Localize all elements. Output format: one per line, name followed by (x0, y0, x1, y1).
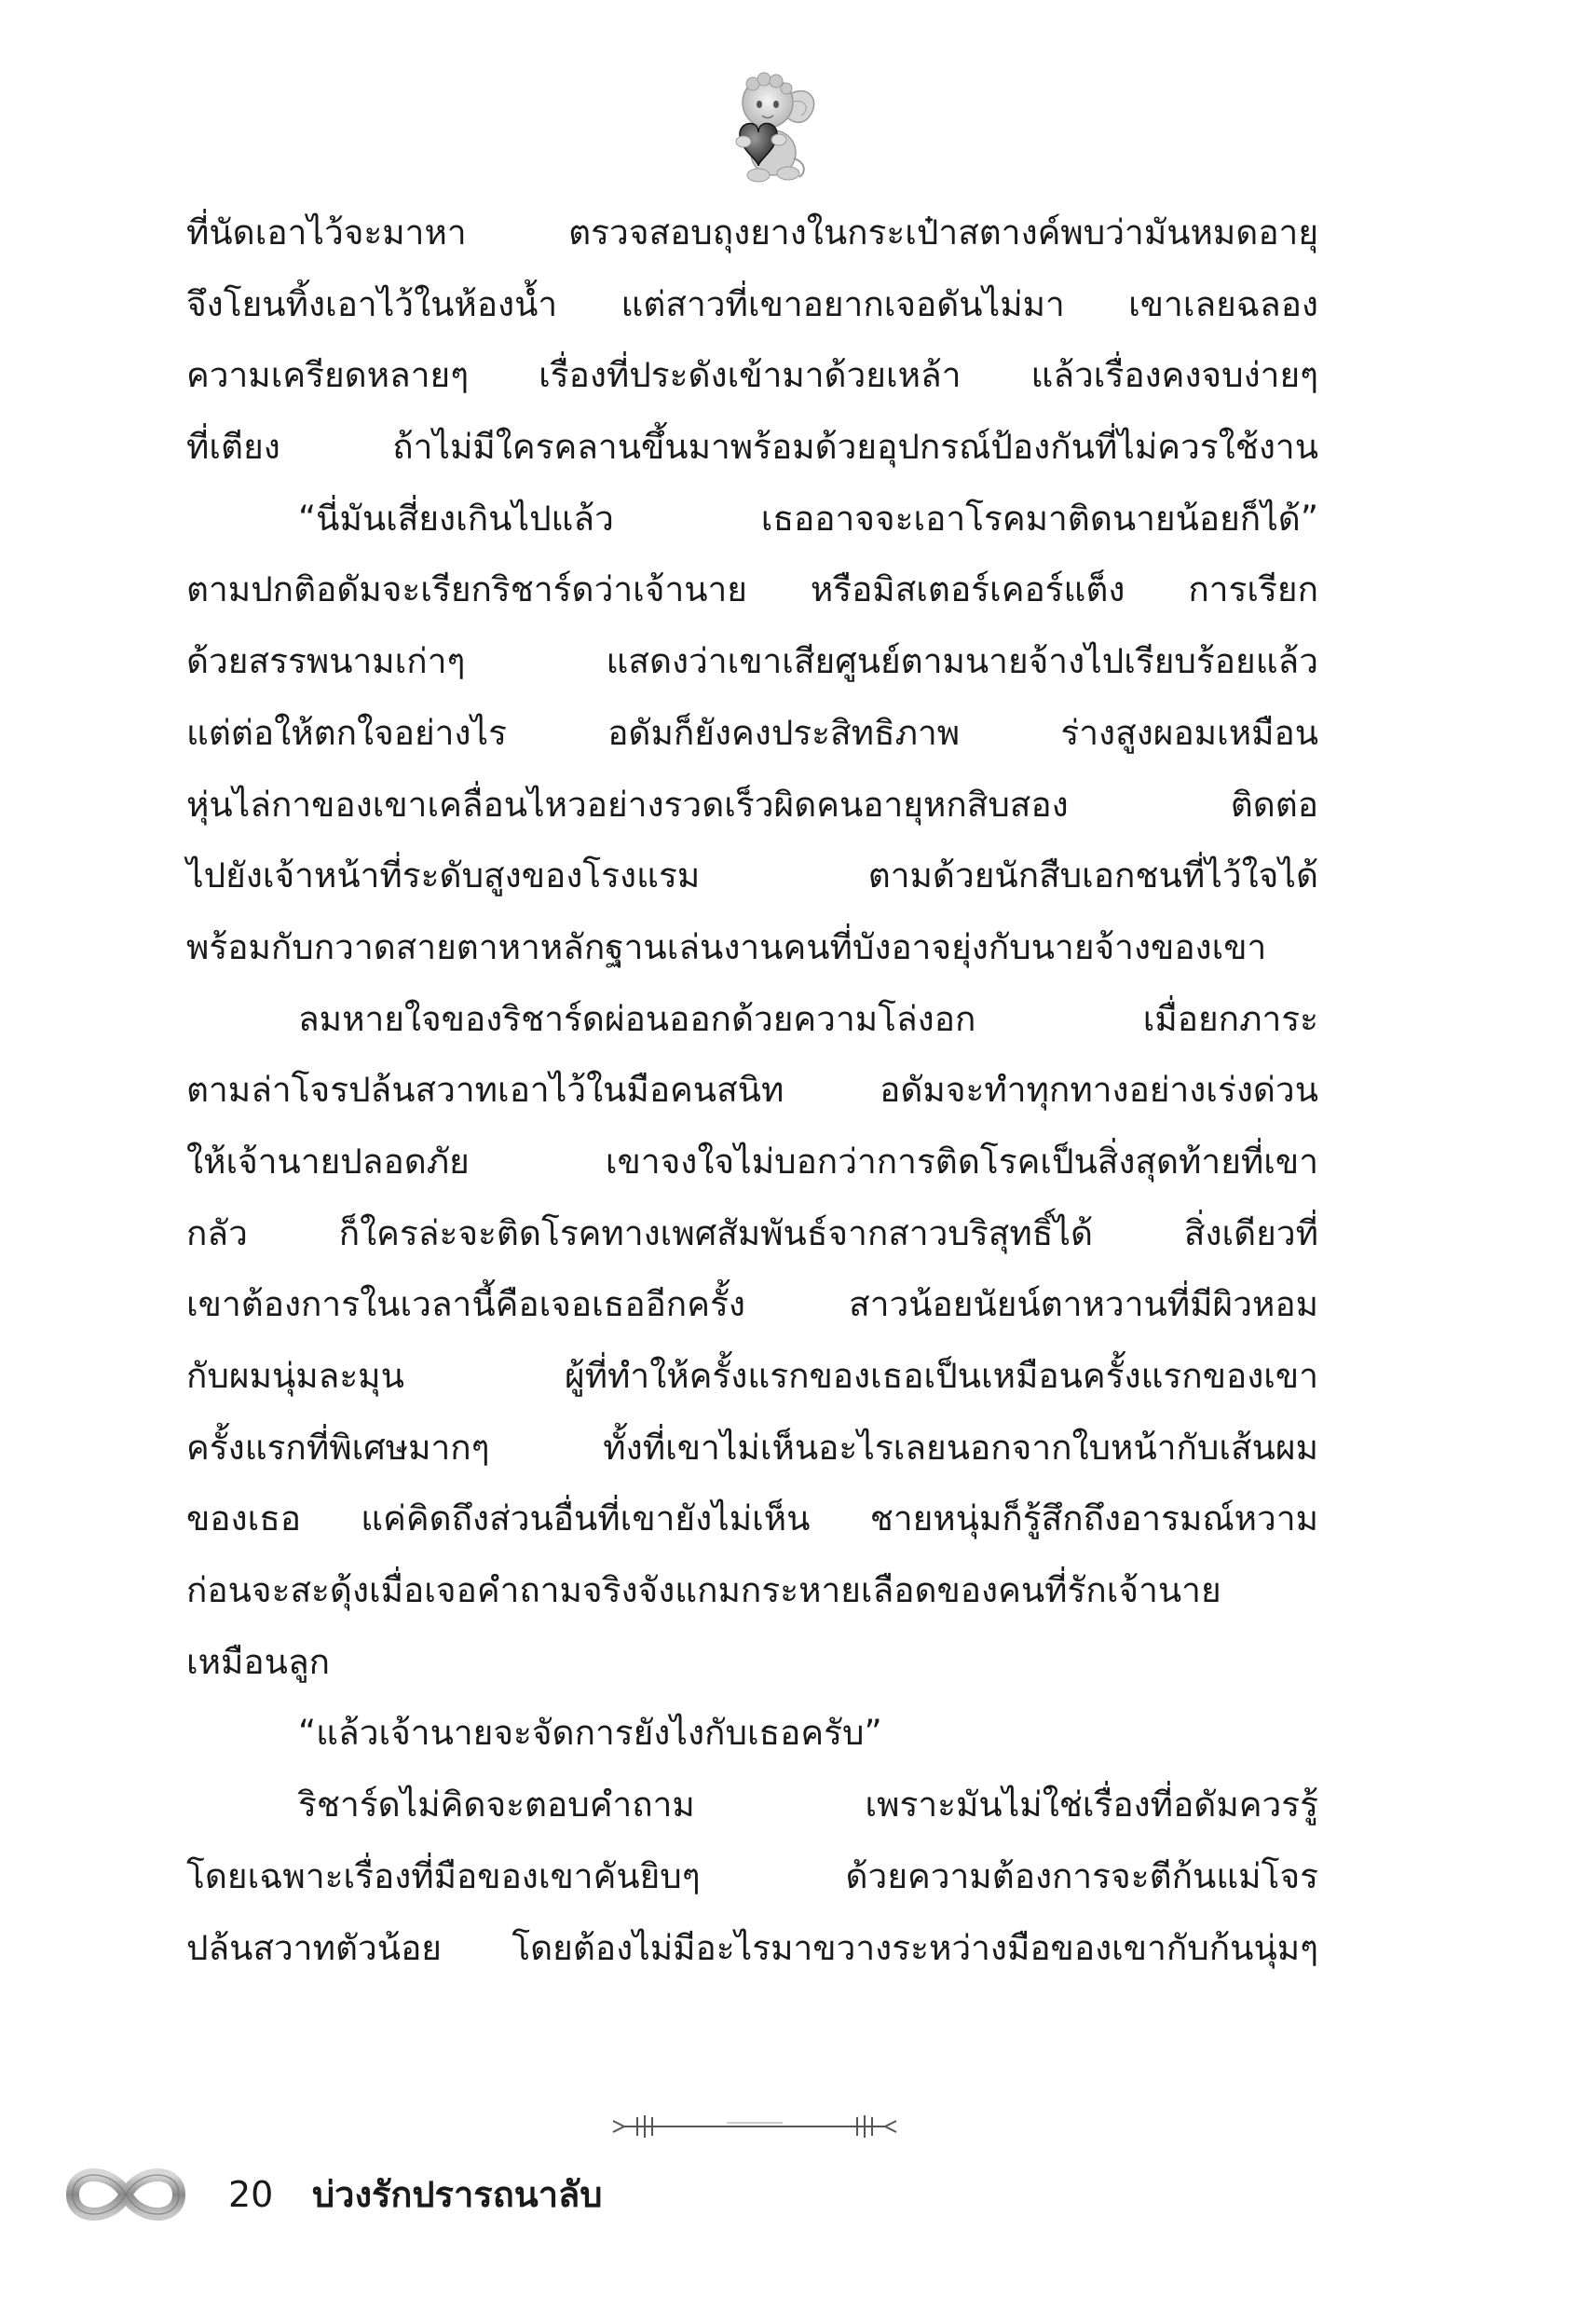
cupid-with-heart-icon (697, 62, 827, 192)
paragraph (186, 984, 1318, 1699)
text-line: ริชาร์ดไม่คิดจะตอบคำถาม เพราะมันไม่ใช่เรื่องที่อดัมควรรู้ (298, 1785, 1318, 1826)
paragraph (186, 484, 1318, 984)
text-line: พร้อมกับกวาดสายตาหาหลักฐานเล่นงานคนที่บังอาจยุ่งกับนายจ้างของเขา (186, 926, 1267, 967)
text-line: ก่อนจะสะดุ้งเมื่อเจอคำถามจริงจังแกมกระหายเลือดของคนที่รักเจ้านาย (186, 1570, 1221, 1611)
text-line: โดยเฉพาะเรื่องที่มือของเขาคันยิบๆ ด้วยความต้องการจะตีก้นแม่โจร (186, 1855, 1318, 1896)
divider-ornament-icon (606, 2108, 904, 2145)
text-line: กับผมนุ่มละมุน ผู้ที่ทำให้ครั้งแรกของเธอเป็นเหมือนครั้งแรกของเขา (186, 1356, 1318, 1396)
text-line: ตามปกติอดัมจะเรียกริชาร์ดว่าเจ้านาย หรือมิสเตอร์เคอร์แต็ง การเรียก (186, 569, 1318, 610)
text-line: เขาต้องการในเวลานี้คือเจอเธออีกครั้ง สาวน้อยนัยน์ตาหวานที่มีผิวหอม (186, 1284, 1318, 1325)
page-number: 20 (228, 2174, 274, 2215)
text-line: ที่เตียง ถ้าไม่มีใครคลานขึ้นมาพร้อมด้วยอุปกรณ์ป้องกันที่ไม่ควรใช้งาน (186, 427, 1318, 468)
text-line: ให้เจ้านายปลอดภัย เขาจงใจไม่บอกว่าการติดโรคเป็นสิ่งสุดท้ายที่เขา (186, 1141, 1318, 1182)
book-title: บ่วงรักปรารถนาลับ (312, 2174, 603, 2215)
text-line: หุ่นไล่กาของเขาเคลื่อนไหวอย่างรวดเร็วผิดคนอายุหกสิบสอง ติดต่อ (186, 784, 1318, 825)
text-line: ปล้นสวาทตัวน้อย โดยต้องไม่มีอะไรมาขวางระหว่างมือของเขากับก้นนุ่มๆ (186, 1927, 1318, 1968)
text-line: ด้วยสรรพนามเก่าๆ แสดงว่าเขาเสียศูนย์ตามนายจ้างไปเรียบร้อยแล้ว (186, 641, 1318, 682)
page-footer (56, 2148, 894, 2250)
paragraph (186, 1698, 1318, 1770)
text-line: ไปยังเจ้าหน้าที่ระดับสูงของโรงแรม ตามด้วยนักสืบเอกชนที่ไว้ใจได้ (186, 855, 1318, 896)
paragraph (186, 198, 1318, 484)
text-line: “นี่มันเสี่ยงเกินไปแล้ว เธออาจจะเอาโรคมาติดนายน้อยก็ได้” (298, 498, 1318, 539)
text-line: ตามล่าโจรปล้นสวาทเอาไว้ในมือคนสนิท อดัมจะทำทุกทางอย่างเร่งด่วน (186, 1070, 1318, 1111)
text-line: ครั้งแรกที่พิเศษมากๆ ทั้งที่เขาไม่เห็นอะไรเลยนอกจากใบหน้ากับเส้นผม (186, 1427, 1318, 1468)
body-text (186, 198, 1318, 1984)
text-line: เหมือนลูก (186, 1641, 331, 1682)
text-line: ลมหายใจของริชาร์ดผ่อนออกด้วยความโล่งอก เมื่อยกภาระ (298, 998, 1318, 1039)
infinity-logo-icon (56, 2148, 196, 2241)
text-line: กลัว ก็ใครล่ะจะติดโรคทางเพศสัมพันธ์จากสาวบริสุทธิ์ได้ สิ่งเดียวที่ (186, 1212, 1318, 1253)
paragraph (186, 1770, 1318, 1984)
text-line: จึงโยนทิ้งเอาไว้ในห้องน้ำ แต่สาวที่เขาอยากเจอดันไม่มา เขาเลยฉลอง (186, 283, 1318, 324)
text-line: ความเครียดหลายๆ เรื่องที่ประดังเข้ามาด้วยเหล้า แล้วเรื่องคงจบง่ายๆ (186, 355, 1318, 396)
text-line: ที่นัดเอาไว้จะมาหา ตรวจสอบถุงยางในกระเป๋าสตางค์พบว่ามันหมดอายุ (186, 212, 1318, 253)
text-line: ของเธอ แค่คิดถึงส่วนอื่นที่เขายังไม่เห็น ชายหนุ่มก็รู้สึกถึงอารมณ์หวาม (186, 1498, 1318, 1539)
text-line: “แล้วเจ้านายจะจัดการยังไงกับเธอครับ” (298, 1713, 882, 1754)
text-line: แต่ต่อให้ตกใจอย่างไร อดัมก็ยังคงประสิทธิภาพ ร่างสูงผอมเหมือน (186, 712, 1318, 753)
